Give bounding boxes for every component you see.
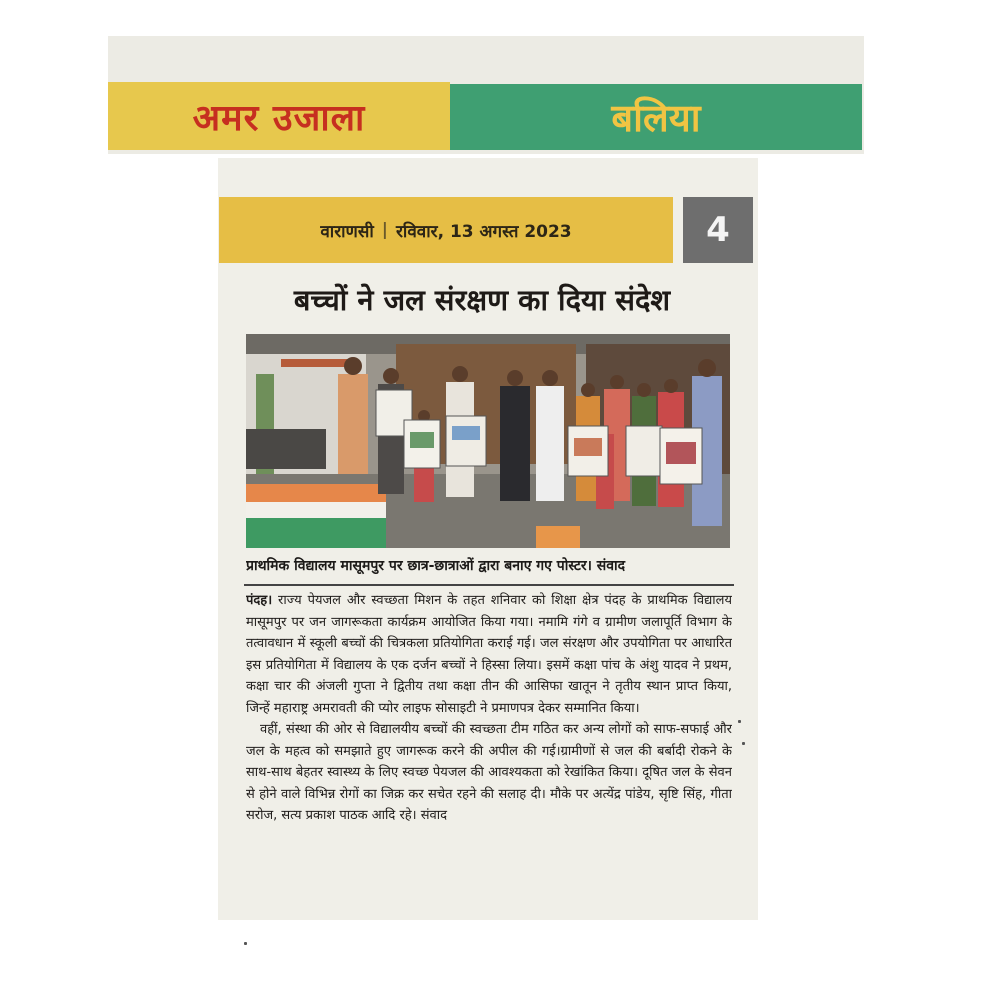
article-body — [246, 590, 732, 900]
group-photo-illustration — [246, 334, 730, 548]
paragraph-1-text: राज्य पेयजल और स्वच्छता मिशन के तहत शनिवार को शिक्षा क्षेत्र पंदह के प्राथमिक विद्यालय मासूमपुर पर जन जागरूकता कार्यक्रम आयोजित किया गया। नमामि गंगे व ग्रामीण जलापूर्ति विभाग के तत्वावधान में स्कूली बच्चों की चित्रकला प्रतियोगिता कराई गई। जल संरक्षण और उपयोगिता पर आधारित इस प्रतियोगिता में विद्यालय के एक दर्जन बच्चों ने हिस्सा लिया। इसमें कक्षा पांच के अंशु यादव ने प्रथम, कक्षा चार की अंजली गुप्ता ने द्वितीय तथा कक्षा तीन की आसिफा खातून ने तृतीय स्थान प्राप्त किया, जिन्हें महाराष्ट्र अमरावती की प्योर लाइफ सोसाइटी ने प्रमाणपत्र देकर सम्मानित किया। — [246, 593, 732, 716]
edition-date: रविवार, 13 अगस्त 2023 — [395, 221, 572, 242]
edition-place: वाराणसी — [320, 221, 374, 242]
newspaper-logo: अमर उजाला — [192, 97, 366, 139]
article-paragraph-2: वहीं, संस्था की ओर से विद्यालयीय बच्चों की स्वच्छता टीम गठित कर अन्य लोगों को साफ-सफाई और जल के महत्व को समझाते हुए जागरूक करने की अपील की गई।ग्रामीणों से जल की बर्बादी रोकने के साथ-साथ बेहतर स्वास्थ्य के लिए स्वच्छ पेयजल की आवश्यकता को रेखांकित किया। दूषित जल के सेवन से होने वाले विभिन्न रोगों का जिक्र कर सचेत रहने की सलाह दी। मौके पर अत्येंद्र पांडेय, सृष्टि सिंह, गीता सरोज, सत्य प्रकाश पाठक आदि रहे। संवाद — [246, 722, 732, 823]
photo-caption: प्राथमिक विद्यालय मासूमपुर पर छात्र-छात्राओं द्वारा बनाए गए पोस्टर। संवाद — [246, 558, 626, 574]
scan-speck — [742, 742, 745, 745]
city-edition-title: बलिया — [611, 96, 701, 140]
masthead-brand-panel — [108, 82, 450, 150]
article-photo — [246, 334, 730, 548]
masthead-city-panel — [450, 84, 862, 150]
article-paragraph-1 — [246, 590, 732, 719]
caption-divider — [244, 584, 734, 586]
scan-speck — [244, 942, 247, 945]
scan-speck — [738, 720, 741, 723]
article-dateline-lead: पंदह। — [246, 593, 273, 608]
dateline-separator: | — [381, 220, 388, 240]
article-headline: बच्चों ने जल संरक्षण का दिया संदेश — [293, 283, 671, 317]
dateline-bar — [219, 197, 673, 263]
page-number: 4 — [683, 197, 753, 263]
